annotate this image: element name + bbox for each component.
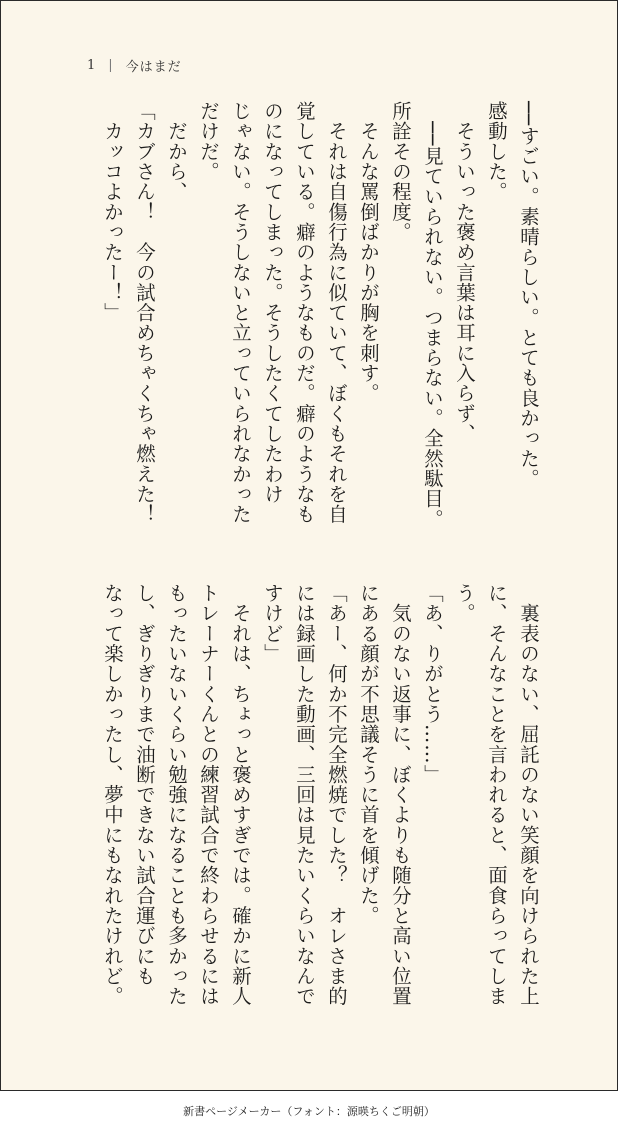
text-line: そんな罵倒ばかりが胸を刺す。 [357, 101, 380, 404]
text-line: 感動した。 [485, 101, 508, 202]
text-line: 「あ、りがとう……」 [421, 583, 444, 785]
header-separator: | [108, 58, 114, 73]
text-line: 裏表のない、屈託のない笑顔を向けられた上 [517, 583, 540, 1007]
footer-credit: 新書ページメーカー（フォント：源暎ちくご明朝） [183, 1105, 435, 1118]
text-line: に、そんなことを言われると、面食らってしま [485, 583, 508, 1007]
text-line: だから、 [165, 101, 188, 202]
text-line: にある顔が不思議そうに首を傾げた。 [357, 583, 380, 926]
text-line: すけど」 [261, 583, 284, 664]
text-line: それは自傷行為に似ていて、ぼくもそれを自 [325, 101, 348, 525]
text-line: トレーナーくんとの練習試合で終わらせるには [197, 583, 220, 1007]
text-line: 「カブさん！ 今の試合めちゃくちゃ燃えた！ [133, 101, 156, 525]
text-line: ──すごい。素晴らしい。とても良かった。 [517, 101, 540, 489]
page-number: 1 [87, 58, 97, 73]
text-line: ──見ていられない。つまらない。全然駄目。 [421, 101, 444, 529]
text-line: 所詮その程度。 [389, 101, 412, 243]
text-line: う。 [453, 583, 476, 624]
text-block-bottom [96, 583, 544, 1023]
text-line: 「あー、何か不完全燃焼でした？ オレさま的 [325, 583, 348, 1007]
text-line: のになってしまった。そうしたくてしたわけ [261, 101, 284, 504]
text-line: だけだ。 [197, 101, 220, 182]
chapter-title: 今はまだ [125, 60, 182, 75]
text-line: そういった褒め言葉は耳に入らず、 [453, 101, 476, 444]
text-line: それは、ちょっと褒めすぎでは。確かに新人 [229, 583, 252, 1007]
text-line: 気のない返事に、ぼくよりも随分と高い位置 [389, 583, 412, 1007]
text-line: 覚している。癖のようなものだ。癖のようなも [293, 101, 316, 525]
text-line: し、ぎりぎりまで油断できない試合運びにも [133, 583, 156, 986]
text-line: なって楽しかったし、夢中にもなれたけれど。 [101, 583, 124, 1007]
text-block-top [96, 101, 544, 541]
text-line: じゃない。そうしないと立っていられなかった [229, 101, 252, 525]
text-line: には録画した動画、三回は見たいくらいなんで [293, 583, 316, 1007]
page-header [87, 56, 182, 75]
text-line: カッコよかったー！」 [101, 101, 124, 323]
text-line: もったいないくらい勉強になることも多かった [165, 583, 188, 1007]
